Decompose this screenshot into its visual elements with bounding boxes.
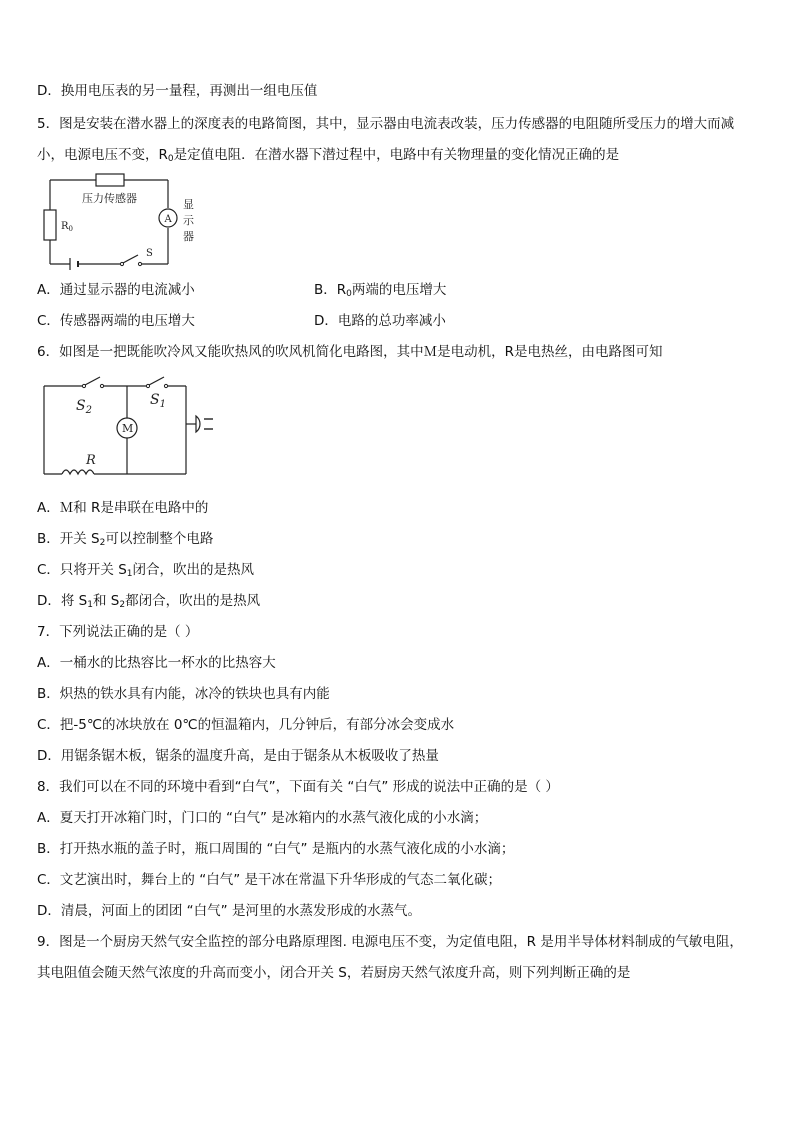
- display-label-3: 器: [183, 230, 194, 243]
- q7-option-a: A．一桶水的比热容比一杯水的比热容大: [37, 655, 276, 671]
- q5-stem-text-b: 是定值电阻．在潜水器下潜过程中，电路中有关物理量的变化情况正确的是: [173, 147, 620, 163]
- display-label-1: 显: [183, 198, 194, 211]
- q5-option-c: C．传感器两端的电压增大: [37, 313, 195, 329]
- s2-label: $S_2$: [76, 398, 92, 416]
- q5-stem-line-2: [37, 146, 619, 168]
- q5-option-a: A．通过显示器的电流减小: [37, 282, 195, 298]
- q5-option-b-post: 两端的电压增大: [351, 282, 447, 298]
- q8-stem: 8．我们可以在不同的环境中看到“白气”，下面有关 “白气” 形成的说法中正确的是（ ）: [37, 779, 559, 795]
- q6-option-b: [37, 530, 213, 552]
- display-label-2: 示: [183, 214, 194, 227]
- q5-option-b-sub: 0: [346, 289, 352, 299]
- q6-option-c: [37, 561, 254, 583]
- q6-option-c-pre: C．只将开关 S: [37, 562, 127, 578]
- q8-option-d: D．清晨，河面上的团团 “白气” 是河里的水蒸发形成的水蒸气。: [37, 903, 421, 919]
- switch-label: S: [146, 248, 153, 259]
- q6-option-b-sub: 2: [99, 538, 106, 548]
- pressure-sensor-resistor: [96, 174, 124, 186]
- switch-s2-icon: [85, 377, 100, 385]
- switch-icon: [123, 255, 138, 263]
- q7-stem: 7．下列说法正确的是（ ）: [37, 624, 199, 640]
- q7-option-b: B．炽热的铁水具有内能，冰冷的铁块也具有内能: [37, 686, 330, 702]
- heater-coil-icon: [62, 470, 94, 474]
- q6-option-c-post: 闭合，吹出的是热风: [132, 562, 255, 578]
- sensor-label: 压力传感器: [82, 192, 137, 205]
- q7-option-d: D．用锯条锯木板，锯条的温度升高，是由于锯条从木板吸收了热量: [37, 748, 439, 764]
- motor-label: M: [122, 422, 134, 435]
- q9-stem-line-1: 9．图是一个厨房天然气安全监控的部分电路原理图. 电源电压不变，为定值电阻，R 是用半导体材料制成的气敏电阻，: [37, 934, 743, 950]
- q9-stem-line-2: 其电阻值会随天然气浓度的升高而变小，闭合开关 S，若厨房天然气浓度升高，则下列判断正确的是: [37, 965, 631, 981]
- q6-option-d-pre: D．将 S: [37, 593, 88, 609]
- plug-icon: [196, 416, 200, 432]
- q5-circuit-diagram: [40, 168, 210, 278]
- q8-option-b: B．打开热水瓶的盖子时，瓶口周围的 “白气” 是瓶内的水蒸气液化成的小水滴；: [37, 841, 515, 857]
- q5-option-b-pre: B．R: [314, 282, 347, 298]
- r-label: R: [86, 453, 96, 468]
- r0-resistor: [44, 210, 56, 240]
- q5-stem-text-a: 小，电源电压不变，R: [37, 147, 168, 163]
- switch-s1-icon: [149, 377, 164, 385]
- q8-option-c: C．文艺演出时，舞台上的 “白气” 是干冰在常温下升华形成的气态二氧化碳；: [37, 872, 501, 888]
- q6-option-d-sub1: 1: [87, 600, 93, 610]
- q6-option-d-sub2: 2: [119, 600, 126, 610]
- q5-option-b: [314, 281, 446, 303]
- q6-option-d-post: 都闭合，吹出的是热风: [125, 593, 261, 609]
- q5-stem-subscript: 0: [167, 154, 174, 164]
- q6-option-d: [37, 592, 260, 614]
- prev-option-d: D．换用电压表的另一量程，再测出一组电压值: [37, 83, 318, 99]
- q6-circuit-diagram: [38, 372, 218, 480]
- q6-option-a: A．Ｍ和 R是串联在电路中的: [37, 500, 209, 516]
- q5-stem-line-1: 5．图是安装在潜水器上的深度表的电路简图，其中，显示器由电流表改装，压力传感器的电阻随所受压力的增大而减: [37, 116, 735, 132]
- q7-option-c: C．把-5℃的冰块放在 0℃的恒温箱内，几分钟后，有部分冰会变成水: [37, 717, 455, 733]
- q6-stem: 6．如图是一把既能吹冷风又能吹热风的吹风机简化电路图，其中Ｍ是电动机，R是电热丝，由电路图可知: [37, 344, 663, 360]
- q6-option-d-mid: 和 S: [93, 593, 120, 609]
- s1-label: $S_1$: [150, 392, 166, 410]
- q6-option-c-sub: 1: [126, 569, 133, 579]
- r0-label: $R_0$: [61, 221, 73, 233]
- q6-option-b-post: 可以控制整个电路: [105, 531, 214, 547]
- q6-option-b-pre: B．开关 S: [37, 531, 100, 547]
- q8-option-a: A．夏天打开冰箱门时，门口的 “白气” 是冰箱内的水蒸气液化成的小水滴；: [37, 810, 488, 826]
- ammeter-label: A: [164, 214, 172, 225]
- q5-option-d: D．电路的总功率减小: [314, 313, 446, 329]
